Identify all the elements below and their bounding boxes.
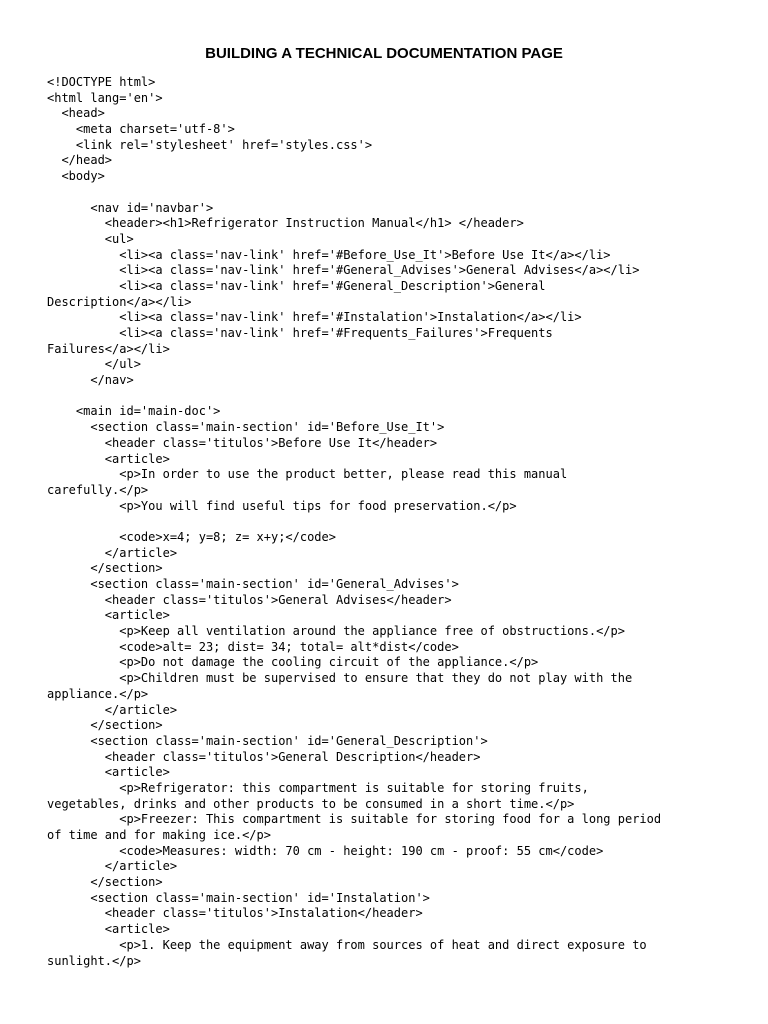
code-line: <section class='main-section' id='General_Advises'> <box>47 577 459 591</box>
code-line: </ul> <box>47 357 141 372</box>
code-line: <header><h1>Refrigerator Instruction Manual</h1> </header> <box>47 216 524 231</box>
code-line: <html lang='en'> <box>47 90 163 105</box>
document-title: BUILDING A TECHNICAL DOCUMENTATION PAGE <box>205 45 563 62</box>
code-line: <code>Measures: width: 70 cm - height: 190 cm - proof: 55 cm</code> <box>47 843 604 858</box>
code-line: <section class='main-section' id='Before_Use_It'> <box>47 420 445 435</box>
code-line: <header class='titulos'>Before Use It</header> <box>47 435 438 450</box>
code-line: <p>In order to use the product better, please read this manual <box>47 467 568 482</box>
code-line: <link rel='stylesheet' href='styles.css'> <box>47 137 373 152</box>
code-line: <section class='main-section' id='General_Description'> <box>47 733 488 748</box>
code-line: <p>Freezer: This compartment is suitable for storing food for a long period <box>47 812 662 827</box>
code-line <box>47 185 747 201</box>
code-line: Failures</a></li> <box>47 341 170 356</box>
code-line: <meta charset='utf-8'> <box>47 122 235 137</box>
code-line: </section> <box>47 875 163 890</box>
code-line: sunlight.</p> <box>47 953 141 968</box>
code-line: <p>You will find useful tips for food preservation.</p> <box>47 498 517 513</box>
code-line: carefully.</p> <box>47 482 149 497</box>
code-line: <nav id='navbar'> <box>47 200 214 215</box>
code-line: <li><a class='nav-link' href='#Frequents_Failures'>Frequents <box>47 326 553 340</box>
code-line <box>47 514 747 530</box>
code-line: <li><a class='nav-link' href='#Before_Use_It'>Before Use It</a></li> <box>47 247 611 262</box>
code-line <box>47 389 747 405</box>
code-line: <article> <box>47 765 170 780</box>
code-line: <main id='main-doc'> <box>47 404 221 419</box>
code-line: <article> <box>47 922 170 937</box>
code-line: <header class='titulos'>General Description</header> <box>47 749 481 764</box>
code-line: <p>Keep all ventilation around the appliance free of obstructions.</p> <box>47 624 625 639</box>
code-line: appliance.</p> <box>47 686 149 701</box>
code-line: <body> <box>47 169 105 184</box>
code-line: Description</a></li> <box>47 294 192 309</box>
code-line: </article> <box>47 859 178 874</box>
code-line: <code>x=4; y=8; z= x+y;</code> <box>47 529 336 544</box>
code-line: <article> <box>47 608 170 623</box>
code-line: <ul> <box>47 231 134 246</box>
code-line: <p>1. Keep the equipment away from sources of heat and direct exposure to <box>47 937 647 952</box>
code-line: </nav> <box>47 373 134 388</box>
code-line: <code>alt= 23; dist= 34; total= alt*dist</code> <box>47 639 459 654</box>
code-line: <header class='titulos'>General Advises</header> <box>47 592 452 607</box>
code-line: <head> <box>47 106 105 121</box>
code-line: <li><a class='nav-link' href='#General_Advises'>General Advises</a></li> <box>47 263 640 278</box>
code-line: </article> <box>47 545 178 560</box>
code-line: <p>Do not damage the cooling circuit of the appliance.</p> <box>47 655 539 670</box>
code-line: of time and for making ice.</p> <box>47 828 271 842</box>
code-line: </section> <box>47 718 163 733</box>
code-line: vegetables, drinks and other products to be consumed in a short time.</p> <box>47 796 575 811</box>
code-line: <li><a class='nav-link' href='#Instalation'>Instalation</a></li> <box>47 310 582 325</box>
code-listing <box>47 75 747 969</box>
code-line: <section class='main-section' id='Instalation'> <box>47 890 430 905</box>
code-line: <!DOCTYPE html> <box>47 75 156 89</box>
code-line: </head> <box>47 153 113 168</box>
code-line: <p>Refrigerator: this compartment is suitable for storing fruits, <box>47 780 589 795</box>
code-line: <p>Children must be supervised to ensure that they do not play with the <box>47 671 633 686</box>
code-line: </section> <box>47 561 163 576</box>
code-line: <article> <box>47 451 170 466</box>
code-line: <header class='titulos'>Instalation</header> <box>47 906 423 921</box>
code-line: </article> <box>47 702 178 717</box>
code-line: <li><a class='nav-link' href='#General_Description'>General <box>47 278 546 293</box>
